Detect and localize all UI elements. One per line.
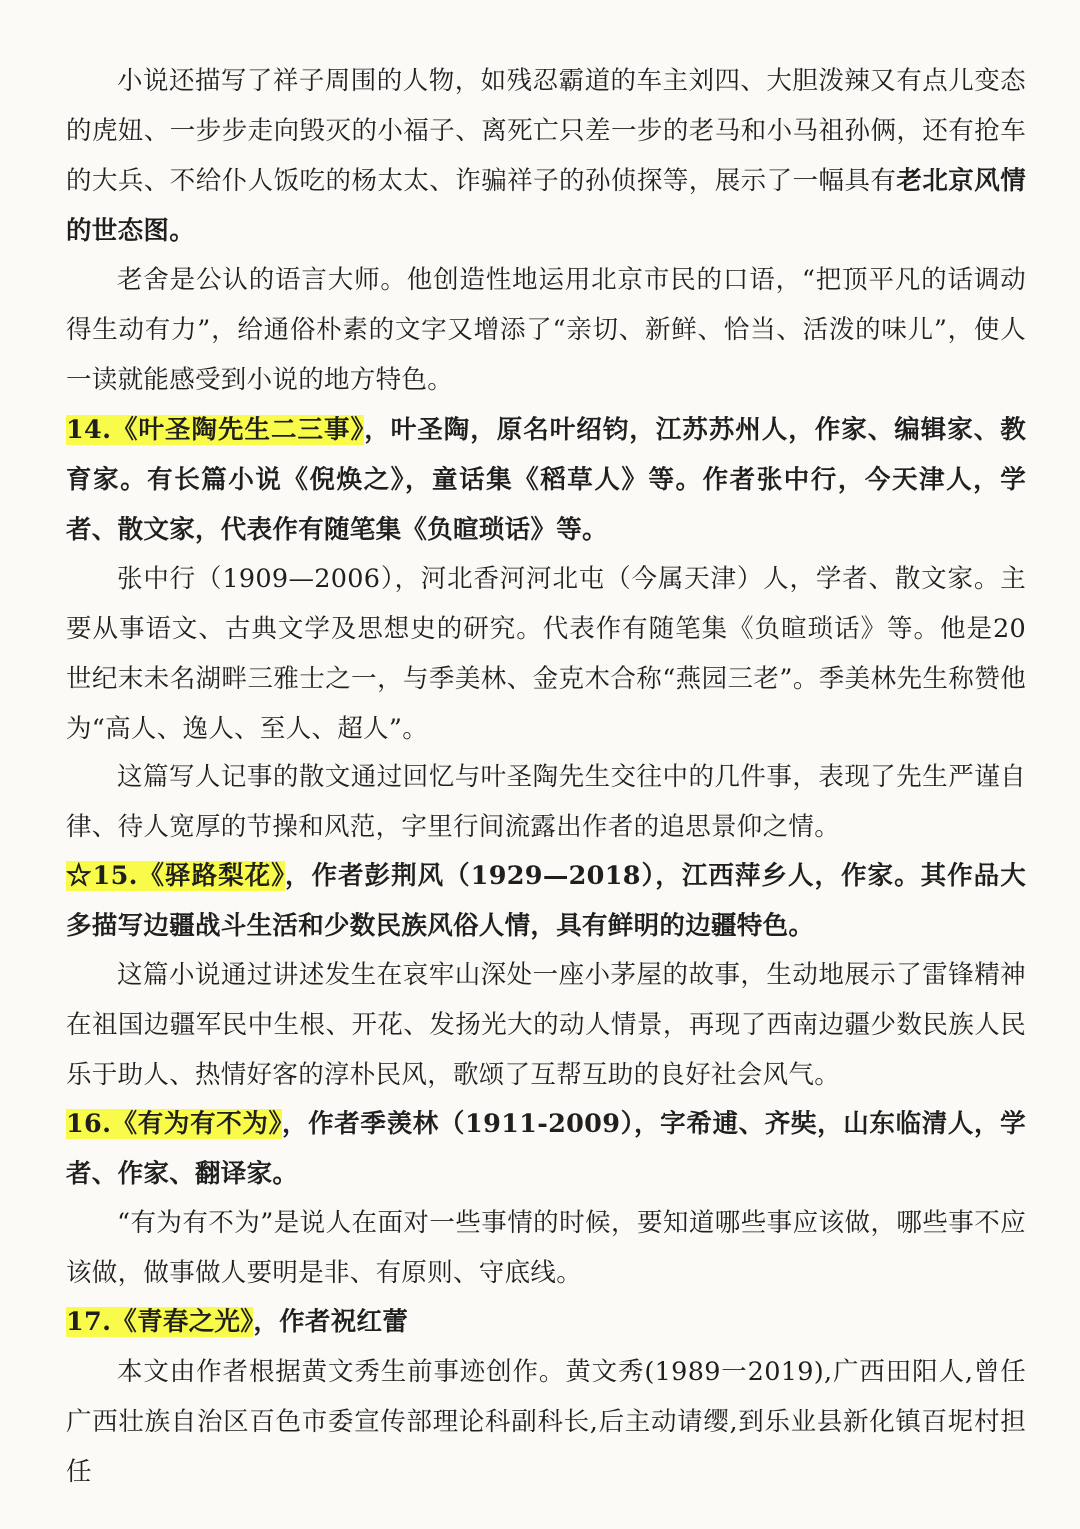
heading-item-17 (66, 1297, 1026, 1347)
paragraph-novel-summary: 这篇小说通过讲述发生在哀牢山深处一座小茅屋的故事，生动地展示了雷锋精神在祖国边疆军民中生根、开花、发扬光大的动人情景，再现了西南边疆少数民族人民乐于助人、热情好客的淳朴民风，歌颂了互帮互助的良好社会风气。 (66, 960, 1026, 1090)
heading-item-15-text: ，作者彭荆风（1929—2018），江西萍乡人，作家。其作品大多描写边疆战斗生活和少数民族风俗人情，具有鲜明的边疆特色。 (66, 861, 1026, 941)
highlight-title-15: ☆15.《驿路梨花》 (66, 861, 285, 891)
bold-phrase-old-beijing: 老北京风情的世态图。 (66, 166, 1026, 246)
highlight-title-17: 17.《青春之光》 (66, 1307, 254, 1337)
paragraph-zhang-zhongxing: 张中行（1909—2006），河北香河河北屯（今属天津）人，学者、散文家。主要从事语文、古典文学及思想史的研究。代表作有随笔集《负暄琐话》等。他是20世纪末未名湖畔三雅士之一，与季美林、金克木合称“燕园三老”。季美林先生称赞他为“高人、逸人、至人、超人”。 (66, 564, 1026, 744)
highlight-title-16: 16.《有为有不为》 (66, 1109, 282, 1139)
heading-item-14-text: ，叶圣陶，原名叶绍钧，江苏苏州人，作家、编辑家、教育家。有长篇小说《倪焕之》，童话集《稻草人》等。作者张中行，今天津人，学者、散文家，代表作有随笔集《负暄琐话》等。 (66, 415, 1026, 545)
paragraph-huang-wenxiu: 本文由作者根据黄文秀生前事迹创作。黄文秀(1989一2019),广西田阳人,曾任广西壮族自治区百色市委宣传部理论科副科长,后主动请缨,到乐业县新化镇百坭村担任 (66, 1357, 1026, 1487)
paragraph-characters (66, 56, 1026, 256)
heading-item-16-text: ，作者季羡林（1911-2009），字希逋、齐奘，山东临清人，学者、作家、翻译家。 (66, 1109, 1026, 1189)
heading-item-17-text: ，作者祝红蕾 (253, 1307, 409, 1337)
highlight-title-14: 14.《叶圣陶先生二三事》 (66, 415, 365, 445)
heading-item-15 (66, 851, 1026, 951)
paragraph-essay-summary: 这篇写人记事的散文通过回忆与叶圣陶先生交往中的几件事，表现了先生严谨自律、待人宽厚的节操和风范，字里行间流露出作者的追思景仰之情。 (66, 762, 1026, 842)
paragraph-laoshe-language: 老舍是公认的语言大师。他创造性地运用北京市民的口语，“把顶平凡的话调动得生动有力”，给通俗朴素的文字又增添了“亲切、新鲜、恰当、活泼的味儿”，使人一读就能感受到小说的地方特色。 (66, 265, 1026, 395)
heading-item-14 (66, 405, 1026, 555)
paragraph-you-wei: “有为有不为”是说人在面对一些事情的时候，要知道哪些事应该做，哪些事不应该做，做事做人要明是非、有原则、守底线。 (66, 1208, 1026, 1288)
heading-item-16 (66, 1099, 1026, 1199)
paragraph-characters-text: 小说还描写了祥子周围的人物，如残忍霸道的车主刘四、大胆泼辣又有点儿变态的虎妞、一步步走向毁灭的小福子、离死亡只差一步的老马和小马祖孙俩，还有抢车的大兵、不给仆人饭吃的杨太太、诈骗祥子的孙侦探等，展示了一幅具有 (66, 66, 1026, 196)
